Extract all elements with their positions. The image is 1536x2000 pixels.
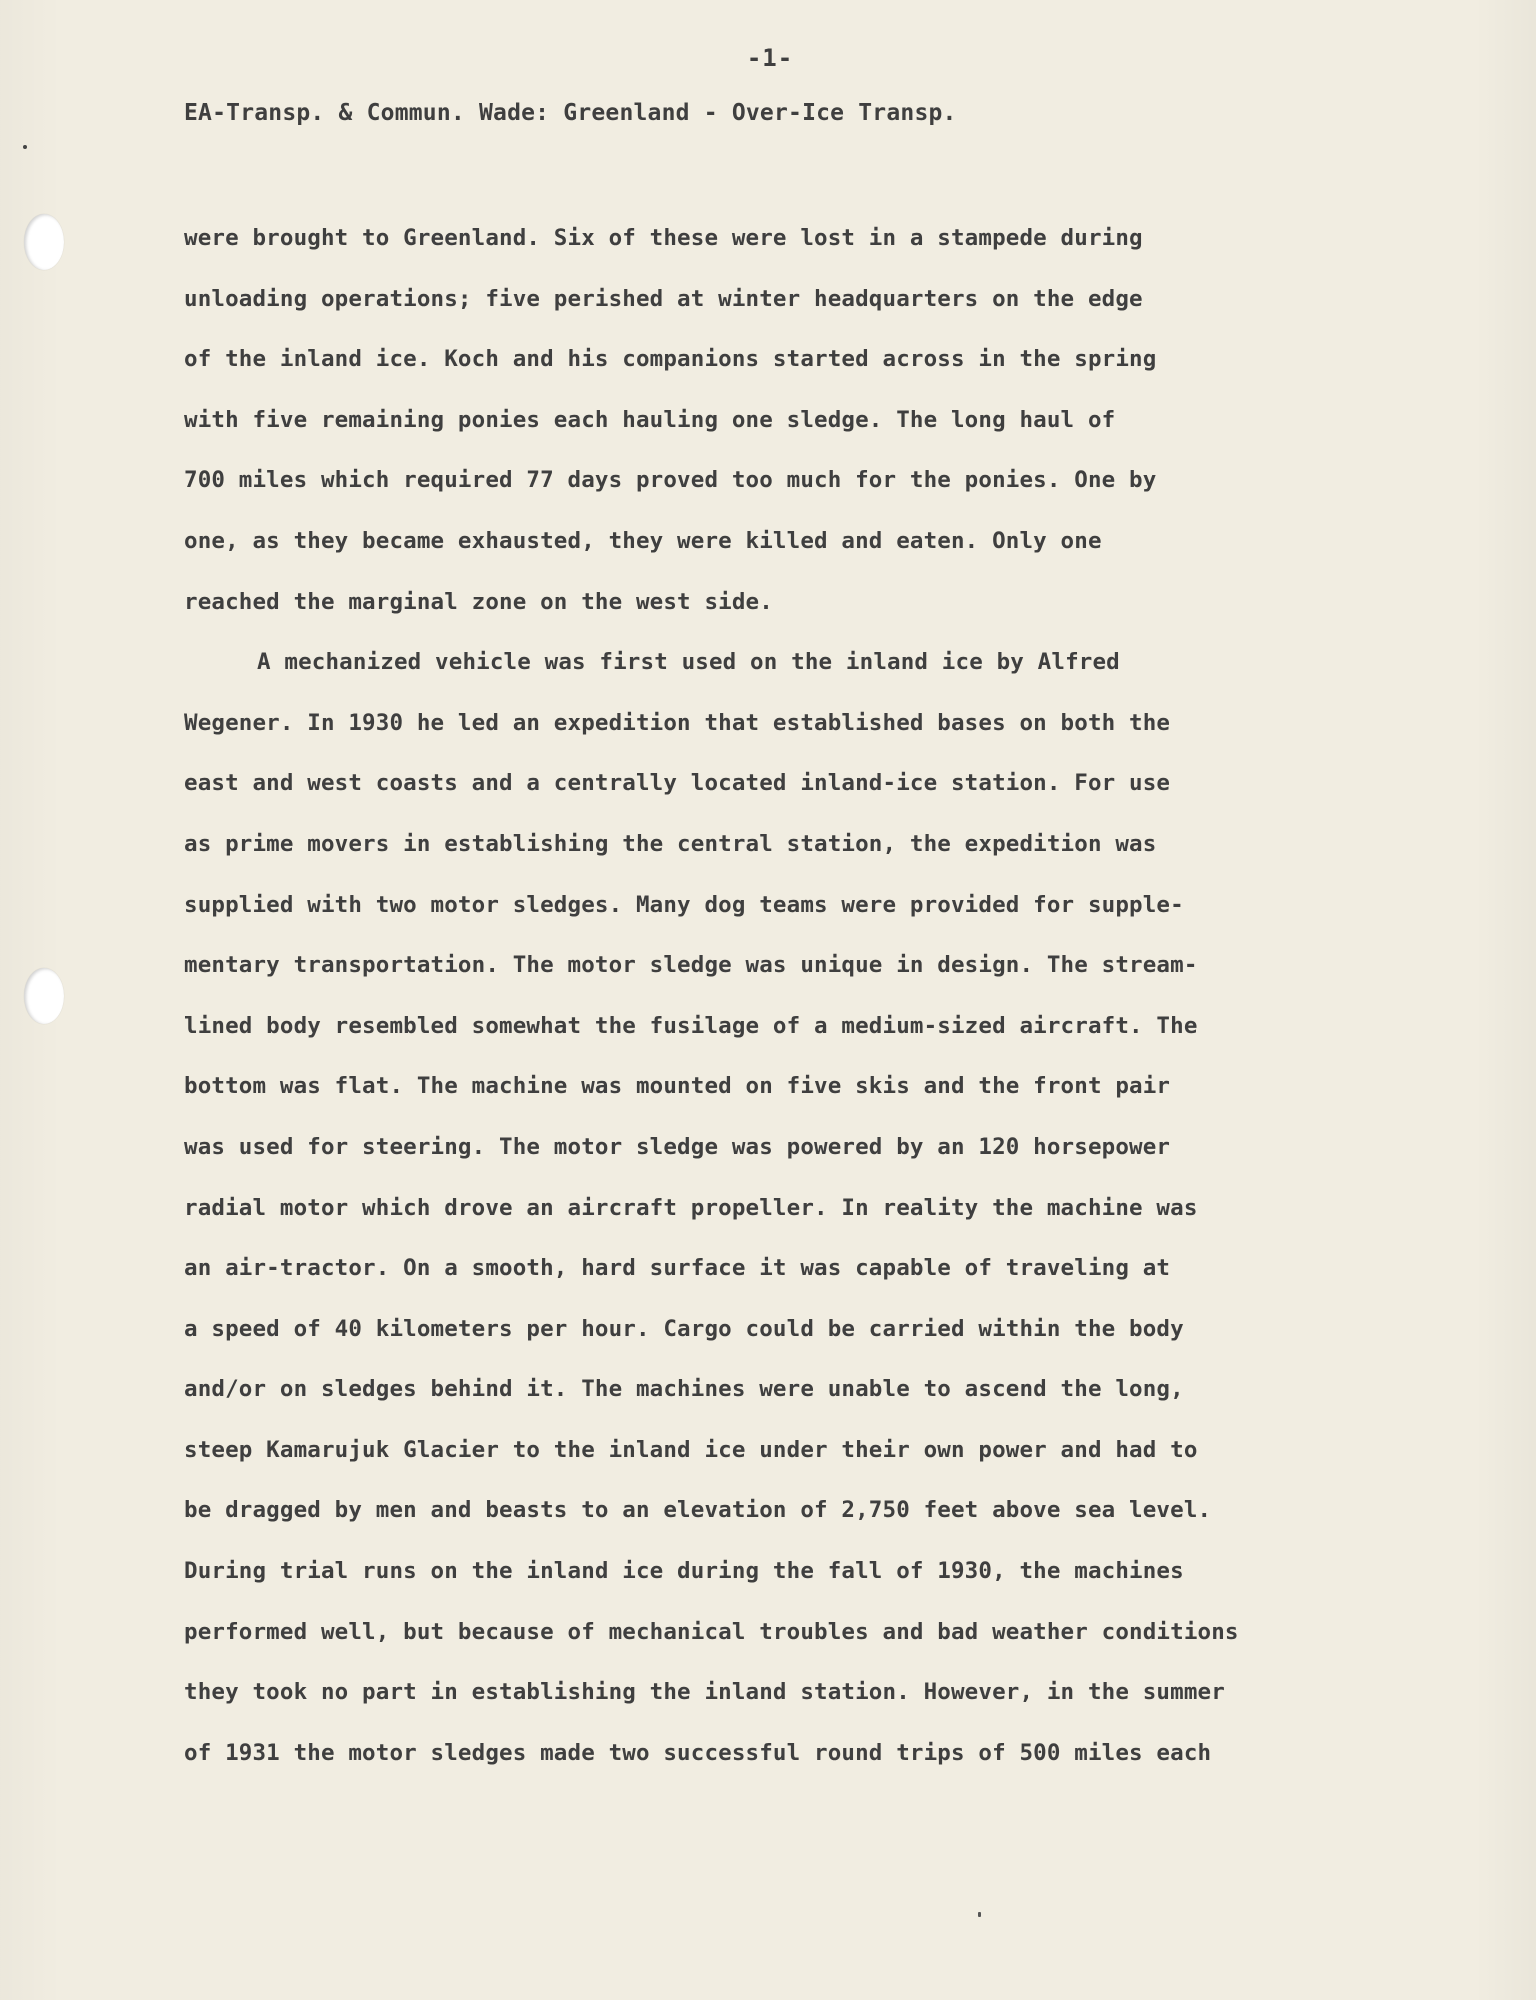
text-line: be dragged by men and beasts to an elevation of 2,750 feet above sea level. (184, 1497, 1212, 1524)
text-line: supplied with two motor sledges. Many dog teams were provided for supple- (184, 891, 1184, 918)
text-line: mentary transportation. The motor sledge was unique in design. The stream- (184, 952, 1198, 979)
punch-hole-top (24, 214, 64, 270)
margin-mark (23, 145, 27, 149)
text-line: performed well, but because of mechanical troubles and bad weather conditions (184, 1618, 1239, 1645)
text-line: a speed of 40 kilometers per hour. Cargo could be carried within the body (184, 1315, 1184, 1342)
bottom-mark (978, 1912, 981, 1917)
text-line: an air-tractor. On a smooth, hard surface it was capable of traveling at (184, 1255, 1171, 1282)
text-line: was used for steering. The motor sledge was powered by an 120 horsepower (184, 1133, 1171, 1160)
running-header: EA-Transp. & Commun. Wade: Greenland - Over-Ice Transp. (184, 100, 957, 126)
text-line: of the inland ice. Koch and his companions started across in the spring (184, 346, 1157, 373)
text-line: radial motor which drove an aircraft propeller. In reality the machine was (184, 1194, 1198, 1221)
body-text (184, 218, 1314, 1793)
text-line: of 1931 the motor sledges made two successful round trips of 500 miles each (184, 1739, 1212, 1766)
text-line: Wegener. In 1930 he led an expedition that established bases on both the (184, 709, 1171, 736)
text-line: as prime movers in establishing the central station, the expedition was (184, 830, 1157, 857)
text-line: reached the marginal zone on the west side. (184, 588, 773, 615)
text-line: steep Kamarujuk Glacier to the inland ice under their own power and had to (184, 1436, 1198, 1463)
text-line: east and west coasts and a centrally located inland-ice station. For use (184, 770, 1171, 797)
page-number: -1- (746, 44, 794, 72)
text-line: unloading operations; five perished at winter headquarters on the edge (184, 285, 1143, 312)
text-line: with five remaining ponies each hauling one sledge. The long haul of (184, 406, 1116, 433)
punch-hole-middle (24, 968, 64, 1024)
text-line: were brought to Greenland. Six of these were lost in a stampede during (184, 225, 1143, 251)
text-line: they took no part in establishing the inland station. However, in the summer (184, 1679, 1225, 1706)
text-line: one, as they became exhausted, they were killed and eaten. Only one (184, 527, 1102, 554)
text-line: During trial runs on the inland ice during the fall of 1930, the machines (184, 1558, 1184, 1585)
text-line: lined body resembled somewhat the fusilage of a medium-sized aircraft. The (184, 1012, 1198, 1039)
paragraph-start-line: A mechanized vehicle was first used on the inland ice by Alfred (257, 649, 1120, 676)
text-line: and/or on sledges behind it. The machines were unable to ascend the long, (184, 1376, 1184, 1403)
text-line: 700 miles which required 77 days proved too much for the ponies. One by (184, 467, 1157, 494)
text-line: bottom was flat. The machine was mounted on five skis and the front pair (184, 1073, 1171, 1100)
